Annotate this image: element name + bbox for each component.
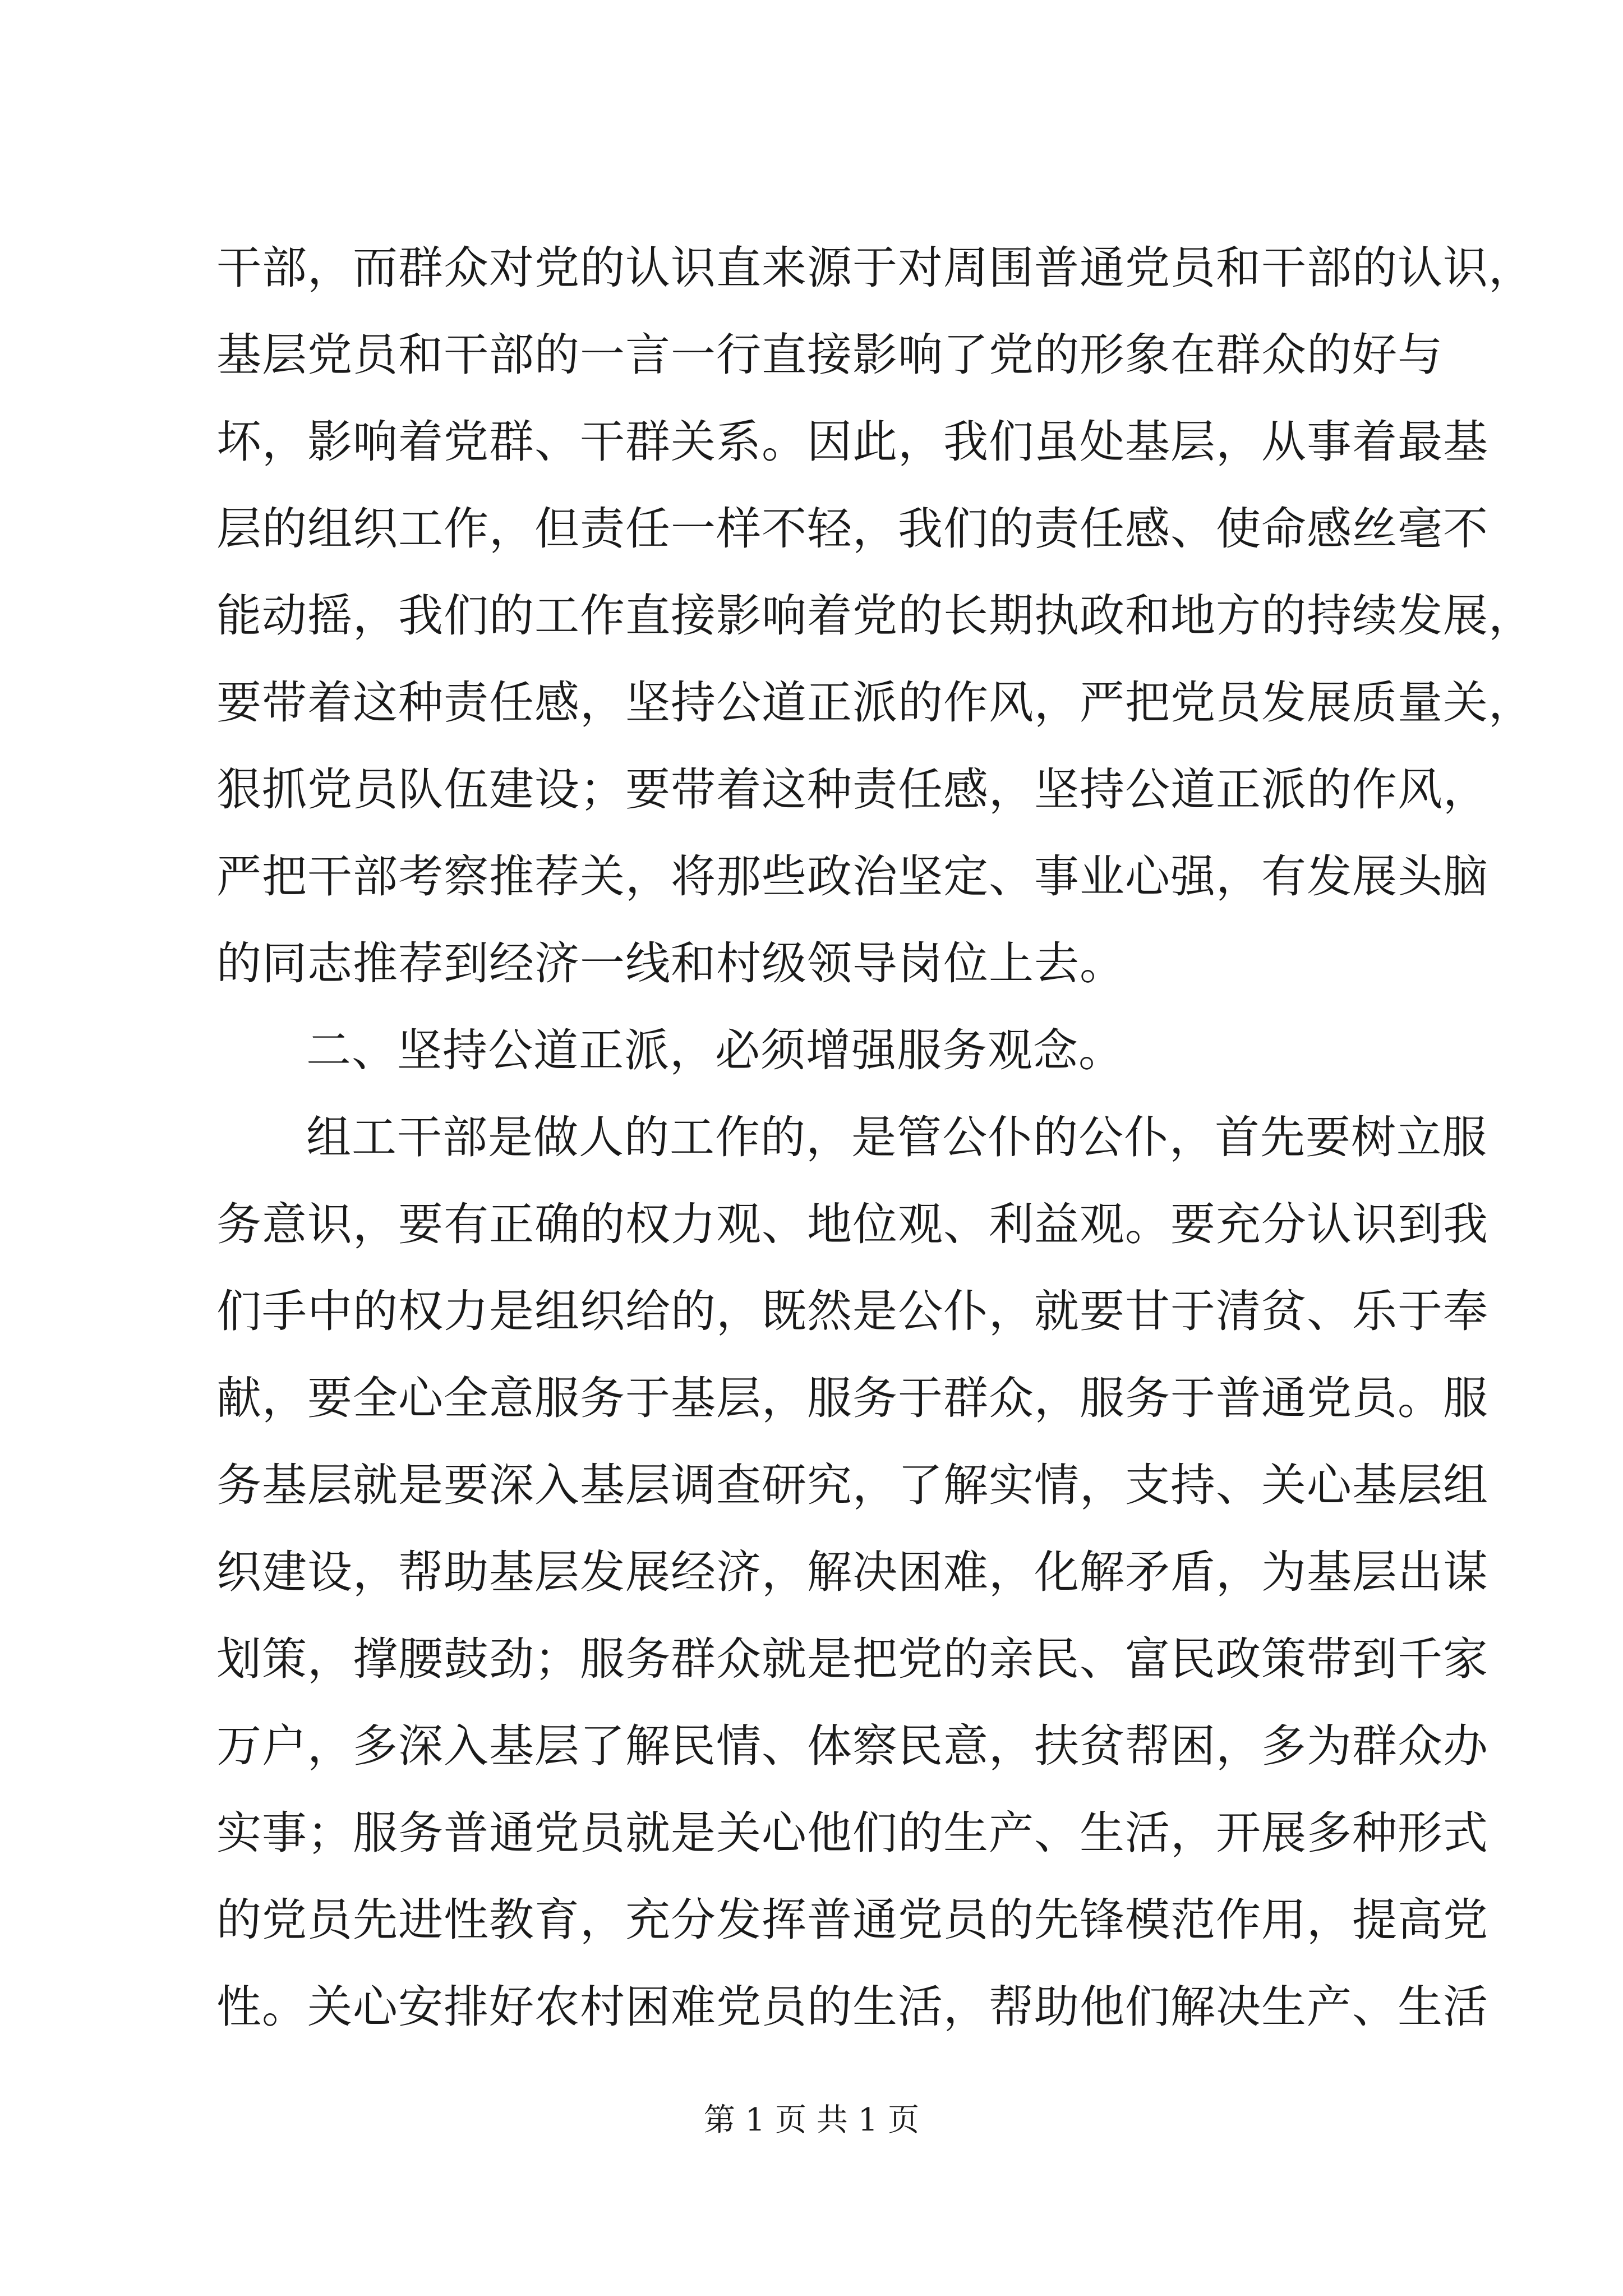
text-line: 们手中的权力是组织给的，既然是公仆，就要甘于清贫、乐于奉 (216, 1285, 1488, 1337)
text-line: 实事；服务普通党员就是关心他们的生产、生活，开展多种形式 (216, 1807, 1488, 1859)
text-line: 的党员先进性教育，充分发挥普通党员的先锋模范作用，提高党 (216, 1894, 1488, 1946)
text-line: 万户，多深入基层了解民情、体察民意，扶贫帮困，多为群众办 (216, 1720, 1488, 1772)
text-line: 组工干部是做人的工作的，是管公仆的公仆，首先要树立服 (306, 1111, 1487, 1163)
text-line: 严把干部考察推荐关，将那些政治坚定、事业心强，有发展头脑 (216, 850, 1488, 903)
text-line: 坏，影响着党群、干群关系。因此，我们虽处基层，从事着最基 (216, 416, 1488, 468)
text-line: 的同志推荐到经济一线和村级领导岗位上去。 (216, 937, 1125, 990)
text-line: 层的组织工作，但责任一样不轻，我们的责任感、使命感丝毫不 (216, 503, 1488, 555)
text-line: 务基层就是要深入基层调查研究，了解实情，支持、关心基层组 (216, 1459, 1488, 1511)
text-line: 划策，撑腰鼓劲；服务群众就是把党的亲民、富民政策带到千家 (216, 1633, 1488, 1685)
body-text (216, 224, 1534, 2050)
section-heading: 二、坚持公道正派，必须增强服务观念。 (306, 1024, 1124, 1076)
text-line: 务意识，要有正确的权力观、地位观、利益观。要充分认识到我 (216, 1198, 1488, 1250)
text-line: 狠抓党员队伍建设；要带着这种责任感，坚持公道正派的作风， (216, 763, 1488, 816)
text-line: 能动摇，我们的工作直接影响着党的长期执政和地方的持续发展， (216, 590, 1534, 642)
text-line: 织建设，帮助基层发展经济，解决困难，化解矛盾，为基层出谋 (216, 1546, 1488, 1598)
text-line: 性。关心安排好农村困难党员的生活，帮助他们解决生产、生活 (216, 1981, 1488, 2033)
text-line: 要带着这种责任感，坚持公道正派的作风，严把党员发展质量关， (216, 677, 1534, 729)
text-line: 献，要全心全意服务于基层，服务于群众，服务于普通党员。服 (216, 1372, 1488, 1424)
text-line: 基层党员和干部的一言一行直接影响了党的形象在群众的好与 (216, 329, 1443, 381)
page-number-footer: 第 1 页 共 1 页 (703, 2102, 920, 2138)
text-line: 干部，而群众对党的认识直来源于对周围普通党员和干部的认识， (216, 242, 1534, 294)
